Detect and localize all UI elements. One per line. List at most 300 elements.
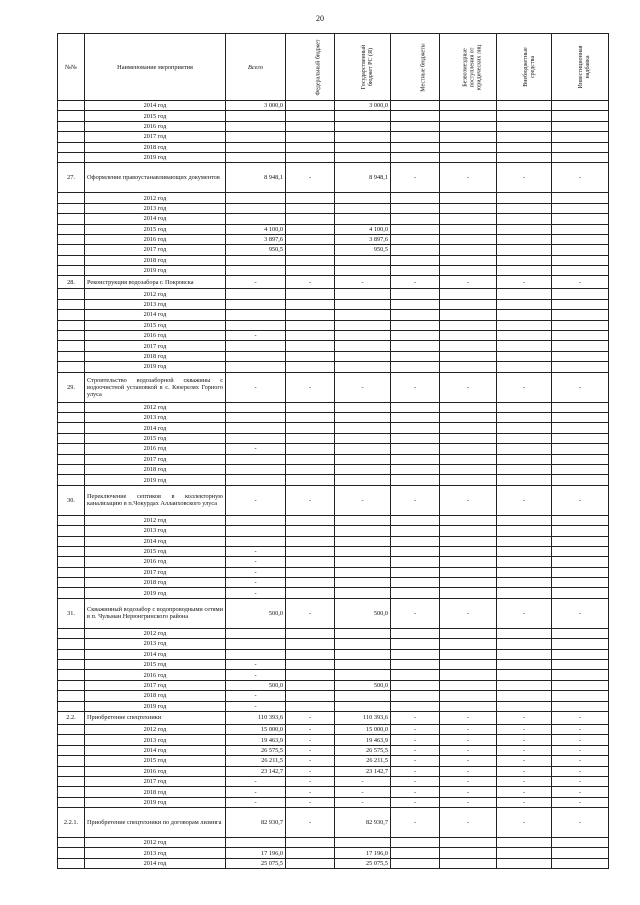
cell-federal: - <box>286 797 335 807</box>
year-row <box>58 691 609 701</box>
cell-local: - <box>391 756 440 766</box>
cell-republic: 500,0 <box>335 598 391 628</box>
cell-republic: - <box>335 797 391 807</box>
cell-total: 26 211,5 <box>226 756 286 766</box>
year-label: 2014 год <box>85 858 226 868</box>
cell-local <box>391 289 440 299</box>
cell-federal <box>286 444 335 454</box>
row-number <box>58 214 85 224</box>
year-row <box>58 475 609 485</box>
cell-invest <box>552 412 609 422</box>
cell-total <box>226 310 286 320</box>
cell-republic: 110 393,6 <box>335 711 391 724</box>
cell-extra <box>497 266 552 276</box>
year-row <box>58 536 609 546</box>
year-label: 2015 год <box>85 224 226 234</box>
cell-republic <box>335 701 391 711</box>
year-row <box>58 320 609 330</box>
row-number <box>58 588 85 598</box>
cell-free <box>440 838 497 848</box>
cell-local <box>391 101 440 111</box>
cell-invest: - <box>552 485 609 515</box>
cell-extra <box>497 101 552 111</box>
row-number <box>58 536 85 546</box>
cell-local <box>391 234 440 244</box>
row-number <box>58 735 85 745</box>
cell-invest <box>552 567 609 577</box>
cell-federal <box>286 320 335 330</box>
cell-extra <box>497 289 552 299</box>
cell-invest <box>552 526 609 536</box>
cell-extra <box>497 567 552 577</box>
cell-invest <box>552 289 609 299</box>
cell-invest <box>552 838 609 848</box>
cell-extra: - <box>497 598 552 628</box>
cell-federal <box>286 331 335 341</box>
row-number <box>58 351 85 361</box>
row-number <box>58 203 85 213</box>
cell-total <box>226 214 286 224</box>
cell-federal <box>286 639 335 649</box>
cell-invest <box>552 299 609 309</box>
year-row <box>58 766 609 776</box>
year-row <box>58 639 609 649</box>
cell-extra <box>497 234 552 244</box>
row-number <box>58 776 85 786</box>
cell-total: 19 463,9 <box>226 735 286 745</box>
cell-total: - <box>226 670 286 680</box>
year-label: 2014 год <box>85 423 226 433</box>
cell-total <box>226 649 286 659</box>
row-number <box>58 848 85 858</box>
measure-name: Приобретение спецтехники по договорам лизинга <box>85 808 226 838</box>
cell-free <box>440 858 497 868</box>
cell-republic: 25 075,5 <box>335 858 391 868</box>
cell-local <box>391 858 440 868</box>
cell-republic: 15 000,0 <box>335 724 391 734</box>
year-row <box>58 588 609 598</box>
cell-total: - <box>226 276 286 289</box>
cell-extra <box>497 848 552 858</box>
year-row <box>58 121 609 131</box>
year-label: 2016 год <box>85 444 226 454</box>
row-number <box>58 628 85 638</box>
year-row <box>58 858 609 868</box>
cell-extra: - <box>497 372 552 402</box>
cell-local <box>391 111 440 121</box>
cell-invest <box>552 341 609 351</box>
cell-total: 500,0 <box>226 598 286 628</box>
cell-republic <box>335 578 391 588</box>
cell-invest <box>552 691 609 701</box>
cell-free: - <box>440 598 497 628</box>
cell-total: - <box>226 444 286 454</box>
cell-total: - <box>226 331 286 341</box>
year-label: 2018 год <box>85 691 226 701</box>
cell-total <box>226 341 286 351</box>
year-label: 2018 год <box>85 351 226 361</box>
cell-federal <box>286 341 335 351</box>
cell-total: 26 575,5 <box>226 745 286 755</box>
cell-extra: - <box>497 485 552 515</box>
cell-free <box>440 320 497 330</box>
measure-row <box>58 276 609 289</box>
cell-invest: - <box>552 797 609 807</box>
cell-free <box>440 628 497 638</box>
cell-free <box>440 132 497 142</box>
cell-total <box>226 193 286 203</box>
cell-federal: - <box>286 724 335 734</box>
cell-invest <box>552 203 609 213</box>
cell-free: - <box>440 756 497 766</box>
cell-extra <box>497 526 552 536</box>
year-label: 2017 год <box>85 341 226 351</box>
cell-total <box>226 639 286 649</box>
cell-local <box>391 402 440 412</box>
cell-local <box>391 351 440 361</box>
cell-total <box>226 464 286 474</box>
cell-federal: - <box>286 598 335 628</box>
cell-total <box>226 475 286 485</box>
cell-republic <box>335 464 391 474</box>
year-row <box>58 266 609 276</box>
row-number <box>58 341 85 351</box>
cell-invest <box>552 234 609 244</box>
cell-total: 500,0 <box>226 680 286 690</box>
cell-republic <box>335 214 391 224</box>
year-label: 2015 год <box>85 433 226 443</box>
cell-invest <box>552 214 609 224</box>
row-number <box>58 266 85 276</box>
cell-total <box>226 121 286 131</box>
year-label: 2016 год <box>85 331 226 341</box>
cell-federal <box>286 515 335 525</box>
cell-free <box>440 454 497 464</box>
cell-federal <box>286 557 335 567</box>
cell-local <box>391 255 440 265</box>
cell-free <box>440 310 497 320</box>
row-number <box>58 701 85 711</box>
cell-republic <box>335 289 391 299</box>
year-row <box>58 701 609 711</box>
header-invest: Инвестиционная надбавка <box>552 34 609 101</box>
cell-federal: - <box>286 766 335 776</box>
cell-invest <box>552 255 609 265</box>
cell-local: - <box>391 372 440 402</box>
cell-total: - <box>226 567 286 577</box>
cell-extra: - <box>497 735 552 745</box>
year-row <box>58 680 609 690</box>
row-number <box>58 433 85 443</box>
cell-free <box>440 203 497 213</box>
cell-local: - <box>391 787 440 797</box>
cell-federal <box>286 351 335 361</box>
cell-free <box>440 224 497 234</box>
year-row <box>58 412 609 422</box>
year-row <box>58 310 609 320</box>
cell-local <box>391 691 440 701</box>
cell-republic <box>335 362 391 372</box>
cell-republic <box>335 536 391 546</box>
cell-invest <box>552 266 609 276</box>
year-label: 2015 год <box>85 546 226 556</box>
cell-federal <box>286 362 335 372</box>
cell-republic <box>335 152 391 162</box>
cell-free <box>440 588 497 598</box>
cell-free <box>440 515 497 525</box>
cell-local <box>391 310 440 320</box>
cell-free <box>440 660 497 670</box>
cell-federal: - <box>286 756 335 766</box>
budget-table <box>57 33 609 869</box>
cell-invest <box>552 536 609 546</box>
year-row <box>58 193 609 203</box>
cell-free <box>440 245 497 255</box>
cell-federal <box>286 111 335 121</box>
cell-local: - <box>391 776 440 786</box>
cell-invest <box>552 515 609 525</box>
cell-free: - <box>440 797 497 807</box>
cell-total <box>226 132 286 142</box>
cell-free: - <box>440 787 497 797</box>
cell-invest <box>552 152 609 162</box>
cell-invest <box>552 588 609 598</box>
cell-federal <box>286 142 335 152</box>
cell-federal <box>286 203 335 213</box>
cell-invest <box>552 649 609 659</box>
header-republic: Государственный бюджет РС (Я) <box>335 34 391 101</box>
cell-local <box>391 423 440 433</box>
cell-local <box>391 660 440 670</box>
header-total: Всего <box>226 34 286 101</box>
cell-extra: - <box>497 797 552 807</box>
cell-local <box>391 639 440 649</box>
year-label: 2018 год <box>85 787 226 797</box>
cell-republic: 17 196,0 <box>335 848 391 858</box>
cell-local <box>391 567 440 577</box>
year-label: 2013 год <box>85 526 226 536</box>
cell-extra <box>497 639 552 649</box>
cell-republic <box>335 331 391 341</box>
year-row <box>58 756 609 766</box>
cell-republic: 23 142,7 <box>335 766 391 776</box>
cell-republic <box>335 320 391 330</box>
cell-total: 17 196,0 <box>226 848 286 858</box>
cell-extra: - <box>497 711 552 724</box>
cell-republic <box>335 557 391 567</box>
cell-federal: - <box>286 163 335 193</box>
cell-free <box>440 111 497 121</box>
cell-republic: 3 897,6 <box>335 234 391 244</box>
cell-republic <box>335 193 391 203</box>
cell-extra <box>497 444 552 454</box>
year-label: 2019 год <box>85 475 226 485</box>
cell-free <box>440 649 497 659</box>
cell-free <box>440 526 497 536</box>
cell-federal <box>286 101 335 111</box>
cell-republic: - <box>335 776 391 786</box>
year-label: 2013 год <box>85 299 226 309</box>
year-row <box>58 111 609 121</box>
cell-local: - <box>391 711 440 724</box>
cell-invest <box>552 464 609 474</box>
year-label: 2016 год <box>85 766 226 776</box>
cell-federal <box>286 848 335 858</box>
measure-row <box>58 163 609 193</box>
cell-free <box>440 101 497 111</box>
row-number <box>58 680 85 690</box>
cell-extra <box>497 362 552 372</box>
year-label: 2017 год <box>85 680 226 690</box>
year-row <box>58 670 609 680</box>
cell-federal <box>286 224 335 234</box>
cell-free: - <box>440 776 497 786</box>
cell-free: - <box>440 745 497 755</box>
cell-extra <box>497 588 552 598</box>
cell-federal <box>286 691 335 701</box>
row-number <box>58 101 85 111</box>
cell-local <box>391 245 440 255</box>
year-label: 2018 год <box>85 464 226 474</box>
year-row <box>58 433 609 443</box>
year-label: 2017 год <box>85 132 226 142</box>
cell-free <box>440 152 497 162</box>
cell-federal <box>286 858 335 868</box>
year-row <box>58 341 609 351</box>
cell-invest <box>552 362 609 372</box>
measure-row <box>58 808 609 838</box>
cell-extra <box>497 838 552 848</box>
cell-extra <box>497 649 552 659</box>
row-number <box>58 578 85 588</box>
year-label: 2012 год <box>85 515 226 525</box>
row-number: 2.2.1. <box>58 808 85 838</box>
year-label: 2018 год <box>85 142 226 152</box>
cell-free <box>440 691 497 701</box>
cell-extra <box>497 536 552 546</box>
cell-republic <box>335 111 391 121</box>
cell-republic: 4 100,0 <box>335 224 391 234</box>
year-label: 2012 год <box>85 838 226 848</box>
cell-federal <box>286 214 335 224</box>
cell-federal <box>286 255 335 265</box>
cell-invest <box>552 454 609 464</box>
cell-republic <box>335 628 391 638</box>
cell-local <box>391 649 440 659</box>
cell-local: - <box>391 797 440 807</box>
cell-extra <box>497 628 552 638</box>
cell-local <box>391 299 440 309</box>
year-row <box>58 526 609 536</box>
cell-local <box>391 475 440 485</box>
cell-total <box>226 351 286 361</box>
cell-federal <box>286 266 335 276</box>
cell-total: - <box>226 691 286 701</box>
year-label: 2017 год <box>85 776 226 786</box>
year-label: 2019 год <box>85 362 226 372</box>
row-number: 30. <box>58 485 85 515</box>
cell-invest <box>552 557 609 567</box>
cell-local <box>391 848 440 858</box>
year-label: 2012 год <box>85 193 226 203</box>
year-label: 2012 год <box>85 289 226 299</box>
cell-federal <box>286 454 335 464</box>
cell-federal <box>286 132 335 142</box>
cell-free: - <box>440 724 497 734</box>
cell-free <box>440 475 497 485</box>
cell-total: 950,5 <box>226 245 286 255</box>
cell-local: - <box>391 745 440 755</box>
cell-federal <box>286 649 335 659</box>
cell-invest: - <box>552 724 609 734</box>
cell-local <box>391 526 440 536</box>
cell-republic <box>335 203 391 213</box>
cell-invest <box>552 628 609 638</box>
measure-name: Строительство водозаборной скважины с водоочистной установкой в с. Кюерелях Горного улуса <box>85 372 226 402</box>
cell-invest <box>552 670 609 680</box>
cell-total: - <box>226 546 286 556</box>
year-row <box>58 649 609 659</box>
year-row <box>58 454 609 464</box>
cell-local <box>391 578 440 588</box>
cell-federal <box>286 121 335 131</box>
cell-republic <box>335 546 391 556</box>
cell-extra <box>497 515 552 525</box>
cell-local <box>391 464 440 474</box>
header-num: №№ <box>58 34 85 101</box>
cell-free <box>440 255 497 265</box>
cell-extra: - <box>497 724 552 734</box>
cell-total: - <box>226 797 286 807</box>
cell-extra <box>497 412 552 422</box>
cell-republic: 26 211,5 <box>335 756 391 766</box>
row-number <box>58 412 85 422</box>
cell-local <box>391 515 440 525</box>
cell-free <box>440 362 497 372</box>
row-number <box>58 423 85 433</box>
year-label: 2019 год <box>85 797 226 807</box>
cell-republic <box>335 255 391 265</box>
cell-republic: 82 930,7 <box>335 808 391 838</box>
cell-local <box>391 132 440 142</box>
cell-local <box>391 266 440 276</box>
year-row <box>58 515 609 525</box>
cell-federal <box>286 299 335 309</box>
cell-invest: - <box>552 776 609 786</box>
year-label: 2015 год <box>85 111 226 121</box>
cell-federal <box>286 660 335 670</box>
cell-total <box>226 628 286 638</box>
measure-name: Переключение септиков в коллекторную канализацию в п.Чокурдах Аллаиховского улуса <box>85 485 226 515</box>
row-number <box>58 639 85 649</box>
cell-invest: - <box>552 766 609 776</box>
year-label: 2013 год <box>85 735 226 745</box>
cell-free <box>440 341 497 351</box>
cell-extra <box>497 121 552 131</box>
cell-republic <box>335 454 391 464</box>
cell-free <box>440 289 497 299</box>
year-label: 2019 год <box>85 701 226 711</box>
row-number <box>58 660 85 670</box>
cell-total: - <box>226 787 286 797</box>
cell-invest <box>552 132 609 142</box>
cell-free <box>440 351 497 361</box>
row-number <box>58 756 85 766</box>
cell-federal <box>286 423 335 433</box>
cell-federal <box>286 234 335 244</box>
cell-extra <box>497 152 552 162</box>
row-number <box>58 526 85 536</box>
